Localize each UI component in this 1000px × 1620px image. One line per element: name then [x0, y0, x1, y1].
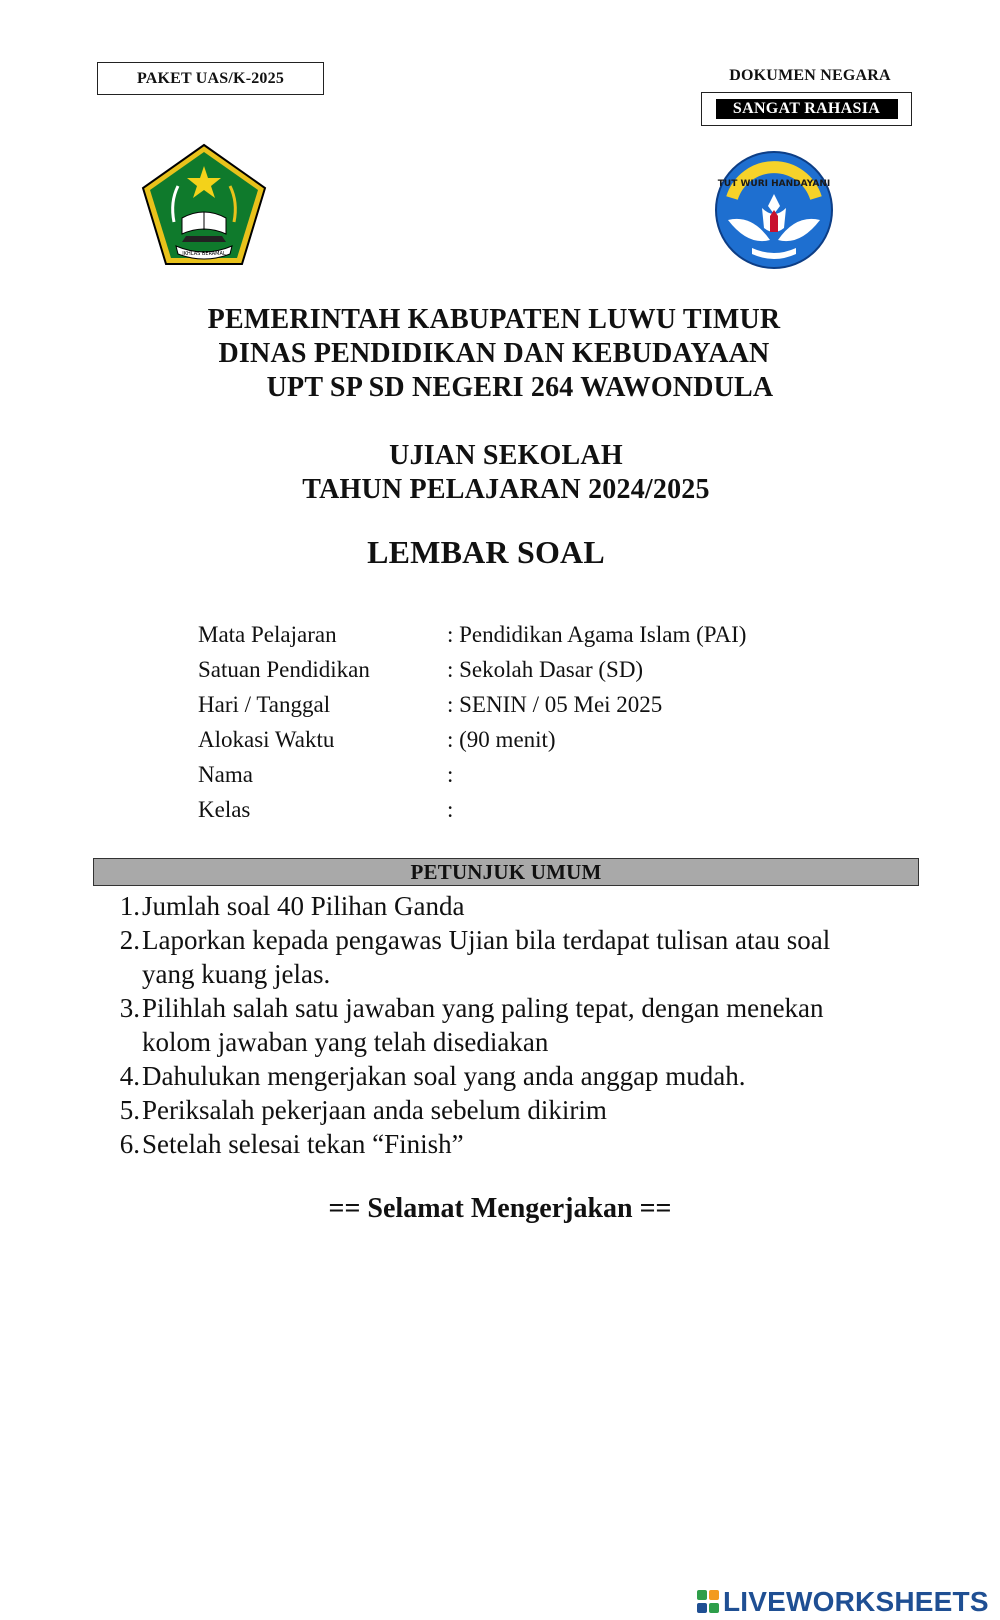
exam-title: UJIAN SEKOLAH [389, 440, 623, 471]
sheet-title: LEMBAR SOAL [367, 534, 605, 570]
info-label-satuan-pendidikan: Satuan Pendidikan [198, 657, 370, 682]
instruction-number: 6. [119, 1129, 140, 1159]
instruction-text: Pilihlah salah satu jawaban yang paling tepat, dengan menekan [142, 993, 824, 1023]
instruction-text: Jumlah soal 40 Pilihan Ganda [142, 891, 465, 921]
info-label-hari-tanggal: Hari / Tanggal [198, 692, 331, 717]
instruction-text: Setelah selesai tekan “Finish” [142, 1129, 464, 1159]
info-value-hari-tanggal: : SENIN / 05 Mei 2025 [447, 692, 663, 717]
instruction-text: Laporkan kepada pengawas Ujian bila terdapat tulisan atau soal [142, 925, 831, 955]
info-value-nama: : [447, 762, 454, 787]
instruction-number: 2. [119, 925, 140, 955]
kemenag-motto: IKHLAS BERAMAL [182, 251, 226, 257]
info-label-mata-pelajaran: Mata Pelajaran [198, 622, 337, 647]
sangat-rahasia-box [701, 92, 912, 126]
instruction-text: Dahulukan mengerjakan soal yang anda anggap mudah. [142, 1061, 746, 1091]
liveworksheets-logo-icon [697, 1590, 719, 1614]
instruction-number: 5. [119, 1095, 140, 1125]
institution-line-2: DINAS PENDIDIKAN DAN KEBUDAYAAN [218, 338, 770, 369]
info-value-mata-pelajaran: : Pendidikan Agama Islam (PAI) [447, 622, 747, 647]
institution-line-3: UPT SP SD NEGERI 264 WAWONDULA [266, 372, 774, 403]
kemenag-emblem-icon [140, 142, 268, 267]
info-label-nama: Nama [198, 762, 253, 787]
info-label-alokasi-waktu: Alokasi Waktu [198, 727, 335, 752]
institution-line-1: PEMERINTAH KABUPATEN LUWU TIMUR [207, 304, 781, 335]
sangat-rahasia-label: SANGAT RAHASIA [716, 99, 898, 119]
instruction-number: 4. [119, 1061, 140, 1091]
liveworksheets-brand: LIVEWORKSHEETS [723, 1586, 989, 1617]
instruction-number: 1. [119, 891, 140, 921]
instruction-number: 3. [119, 993, 140, 1023]
closing-text: == Selamat Mengerjakan == [328, 1193, 672, 1224]
instruction-text: Periksalah pekerjaan anda sebelum dikirim [142, 1095, 607, 1125]
tut-wuri-handayani-icon [712, 148, 836, 272]
petunjuk-umum-header: PETUNJUK UMUM [93, 858, 919, 886]
info-value-satuan-pendidikan: : Sekolah Dasar (SD) [447, 657, 644, 682]
tut-wuri-motto: TUT WURI HANDAYANI [717, 179, 831, 189]
info-label-kelas: Kelas [198, 797, 251, 822]
paket-label: PAKET UAS/K-2025 [97, 62, 324, 95]
info-value-alokasi-waktu: : (90 menit) [447, 727, 556, 752]
info-value-kelas: : [447, 797, 454, 822]
exam-year: TAHUN PELAJARAN 2024/2025 [302, 474, 710, 505]
instruction-text: yang kuang jelas. [142, 959, 331, 989]
liveworksheets-footer[interactable] [697, 1586, 989, 1618]
dokumen-negara-label: DOKUMEN NEGARA [729, 67, 891, 84]
instruction-text: kolom jawaban yang telah disediakan [142, 1027, 549, 1057]
